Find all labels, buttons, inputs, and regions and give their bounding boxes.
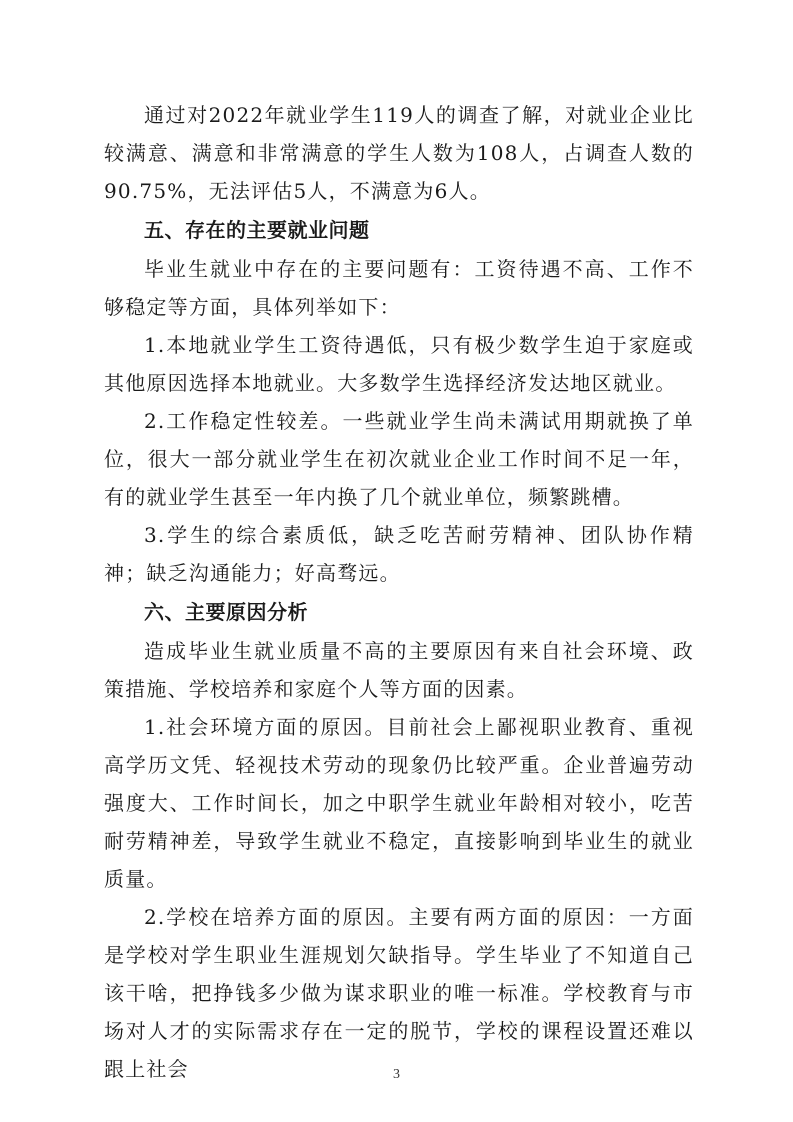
cause-item-1: 1.社会环境方面的原因。目前社会上鄙视职业教育、重视高学历文凭、轻视技术劳动的现象仍比较严重。企业普遍劳动强度大、工作时间长，加之中职学生就业年龄相对较小，吃苦耐劳精神差，导致学生就业不稳定，直接影响到毕业生的就业质量。 bbox=[104, 715, 694, 891]
section-heading-5: 五、存在的主要就业问题 bbox=[144, 218, 370, 242]
causes-intro-paragraph: 造成毕业生就业质量不高的主要原因有来自社会环境、政策措施、学校培养和家庭个人等方面的因素。 bbox=[104, 639, 694, 701]
page-number: 3 bbox=[393, 1067, 400, 1082]
problems-intro-paragraph: 毕业生就业中存在的主要问题有：工资待遇不高、工作不够稳定等方面，具体列举如下： bbox=[104, 257, 694, 319]
survey-paragraph: 通过对2022年就业学生119人的调查了解，对就业企业比较满意、满意和非常满意的学生人数为108人，占调查人数的90.75%，无法评估5人，不满意为6人。 bbox=[104, 103, 694, 203]
cause-item-2: 2.学校在培养方面的原因。主要有两方面的原因：一方面是学校对学生职业生涯规划欠缺指导。学生毕业了不知道自己该干啥，把挣钱多少做为谋求职业的唯一标准。学校教育与市场对人才的实际需求存在一定的脱节，学校的课程设置还难以跟上社会 bbox=[104, 905, 694, 1081]
problem-item-1: 1.本地就业学生工资待遇低，只有极少数学生迫于家庭或其他原因选择本地就业。大多数学生选择经济发达地区就业。 bbox=[104, 333, 694, 395]
document-body bbox=[104, 96, 694, 1088]
section-heading-6: 六、主要原因分析 bbox=[144, 600, 308, 624]
problem-item-3: 3.学生的综合素质低，缺乏吃苦耐劳精神、团队协作精神；缺乏沟通能力；好高骛远。 bbox=[104, 523, 694, 585]
problem-item-2: 2.工作稳定性较差。一些就业学生尚未满试用期就换了单位，很大一部分就业学生在初次就业企业工作时间不足一年，有的就业学生甚至一年内换了几个就业单位，频繁跳槽。 bbox=[104, 409, 694, 509]
